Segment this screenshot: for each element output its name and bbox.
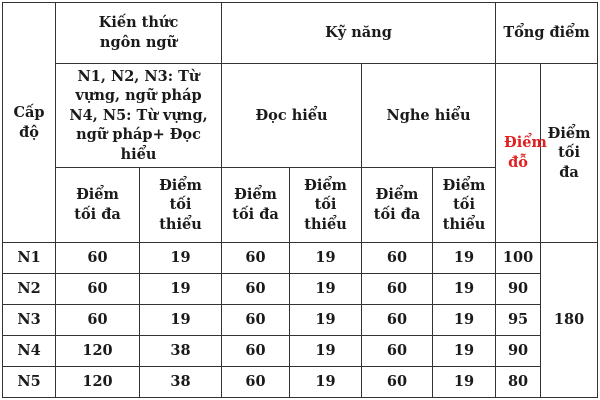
- header-diem-toi-da-total: Điểm tối đa: [541, 64, 598, 243]
- header-cap-do: Cấp độ: [3, 3, 56, 243]
- cell-nh-max: 60: [362, 243, 433, 274]
- row-level: N2: [3, 274, 56, 305]
- header-kt-toi-thieu: Điểm tối thiểu: [140, 168, 222, 243]
- row-level: N5: [3, 367, 56, 398]
- cell-pass: 95: [496, 305, 541, 336]
- header-ky-nang: Kỹ năng: [222, 3, 496, 64]
- row-level: N3: [3, 305, 56, 336]
- cell-pass: 80: [496, 367, 541, 398]
- cell-kt-min: 19: [140, 243, 222, 274]
- cell-nh-min: 19: [433, 274, 496, 305]
- cell-nh-max: 60: [362, 336, 433, 367]
- header-nh-toi-da: Điểm tối đa: [362, 168, 433, 243]
- header-nghe-hieu: Nghe hiểu: [362, 64, 496, 168]
- cell-dh-min: 19: [290, 274, 362, 305]
- header-dh-toi-da: Điểm tối đa: [222, 168, 290, 243]
- row-level: N4: [3, 336, 56, 367]
- cell-nh-min: 19: [433, 243, 496, 274]
- header-doc-hieu: Đọc hiểu: [222, 64, 362, 168]
- header-dh-toi-thieu: Điểm tối thiểu: [290, 168, 362, 243]
- header-tong-diem: Tổng điểm: [496, 3, 598, 64]
- header-kt-toi-da: Điểm tối đa: [56, 168, 140, 243]
- cell-nh-max: 60: [362, 367, 433, 398]
- cell-kt-min: 38: [140, 336, 222, 367]
- cell-nh-min: 19: [433, 305, 496, 336]
- cell-nh-max: 60: [362, 305, 433, 336]
- header-kien-thuc-note: N1, N2, N3: Từ vựng, ngữ pháp N4, N5: Từ vựng, ngữ pháp+ Đọc hiểu: [56, 64, 222, 168]
- cell-dh-max: 60: [222, 243, 290, 274]
- cell-dh-min: 19: [290, 336, 362, 367]
- cell-kt-max: 120: [56, 367, 140, 398]
- cell-kt-max: 60: [56, 243, 140, 274]
- cell-nh-max: 60: [362, 274, 433, 305]
- cell-pass: 90: [496, 336, 541, 367]
- cell-total-max: 180: [541, 243, 598, 398]
- cell-dh-min: 19: [290, 305, 362, 336]
- cell-nh-min: 19: [433, 336, 496, 367]
- cell-dh-min: 19: [290, 367, 362, 398]
- cell-dh-max: 60: [222, 305, 290, 336]
- cell-pass: 90: [496, 274, 541, 305]
- cell-dh-max: 60: [222, 274, 290, 305]
- cell-kt-min: 19: [140, 305, 222, 336]
- cell-kt-max: 60: [56, 274, 140, 305]
- cell-dh-max: 60: [222, 336, 290, 367]
- cell-kt-max: 60: [56, 305, 140, 336]
- header-nh-toi-thieu: Điểm tối thiểu: [433, 168, 496, 243]
- header-diem-do: Điểm đỗ: [496, 64, 541, 243]
- cell-kt-min: 19: [140, 274, 222, 305]
- row-level: N1: [3, 243, 56, 274]
- header-kien-thuc: Kiến thức ngôn ngữ: [56, 3, 222, 64]
- score-table: [2, 2, 598, 398]
- cell-pass: 100: [496, 243, 541, 274]
- cell-kt-max: 120: [56, 336, 140, 367]
- cell-nh-min: 19: [433, 367, 496, 398]
- cell-kt-min: 38: [140, 367, 222, 398]
- cell-dh-max: 60: [222, 367, 290, 398]
- cell-dh-min: 19: [290, 243, 362, 274]
